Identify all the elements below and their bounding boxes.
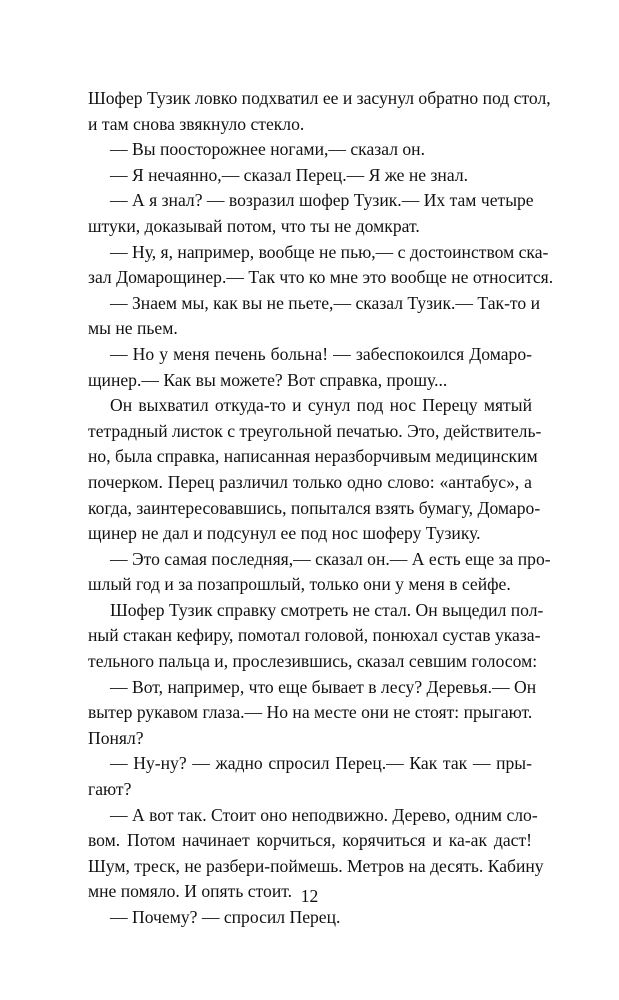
- text-line: тельного пальца и, прослезившись, сказал севшим голосом:: [88, 651, 538, 672]
- text-line: вом. Потом начинает корчиться, корячиться и ка-ак даст!: [88, 830, 532, 851]
- text-line: штуки, доказывай потом, что ты не домкрат.: [88, 215, 420, 236]
- text-line: — Я нечаянно,— сказал Перец.— Я же не знал.: [110, 164, 468, 185]
- text-line: — Ну-ну? — жадно спросил Перец.— Как так — пры-: [110, 753, 532, 774]
- text-line: Понял?: [88, 727, 144, 748]
- text-line: — Но у меня печень больна! — забеспокоился Домаро-: [110, 343, 532, 364]
- text-line: — Вот, например, что еще бывает в лесу? Деревья.— Он: [110, 676, 537, 697]
- text-line: — А вот так. Стоит оно неподвижно. Дерево, одним сло-: [110, 804, 538, 825]
- text-line: мы не пьем.: [88, 318, 178, 339]
- text-line: Он выхватил откуда-то и сунул под нос Перецу мятый: [110, 395, 532, 416]
- text-line: но, была справка, написанная неразборчивым медицинским: [88, 446, 538, 467]
- text-line: Шофер Тузик справку смотреть не стал. Он выцедил пол-: [110, 599, 544, 620]
- text-line: почерком. Перец различил только одно слово: «антабус», а: [88, 471, 532, 492]
- text-line: — Знаем мы, как вы не пьете,— сказал Тузик.— Так-то и: [110, 292, 540, 313]
- text-line: Шофер Тузик ловко подхватил ее и засунул обратно под стол,: [88, 88, 551, 108]
- text-line: щинер не дал и подсунул ее под нос шоферу Тузику.: [88, 523, 481, 544]
- text-line: гают?: [88, 779, 132, 800]
- text-line: — Это самая последняя,— сказал он.— А есть еще за про-: [110, 548, 551, 569]
- text-line: зал Домарощинер.— Так что ко мне это вообще не относится.: [88, 267, 554, 288]
- text-line: когда, заинтересовавшись, попытался взять бумагу, Домаро-: [88, 497, 541, 518]
- text-line: вытер рукавом глаза.— Но на месте они не стоят: прыгают.: [88, 702, 533, 723]
- text-line: ный стакан кефиру, помотал головой, понюхал сустав указа-: [88, 625, 541, 646]
- text-line: — Почему? — спросил Перец.: [110, 907, 341, 927]
- page-text: [88, 86, 554, 931]
- text-line: мне помяло. И опять стоит.: [88, 881, 292, 902]
- text-line: — А я знал? — возразил шофер Тузик.— Их там четыре: [110, 190, 534, 211]
- text-line: шлый год и за позапрошлый, только они у меня в сейфе.: [88, 574, 511, 595]
- text-line: щинер.— Как вы можете? Вот справка, прошу...: [88, 369, 448, 390]
- text-line: — Ну, я, например, вообще не пью,— с достоинством ска-: [110, 241, 549, 262]
- text-line: тетрадный листок с треугольной печатью. Это, действитель-: [88, 420, 542, 441]
- page-number: 12: [300, 886, 319, 906]
- text-line: Шум, треск, не разбери-поймешь. Метров на десять. Кабину: [88, 855, 544, 876]
- text-line: — Вы поосторожнее ногами,— сказал он.: [110, 139, 425, 160]
- text-line: и там снова звякнуло стекло.: [88, 113, 305, 134]
